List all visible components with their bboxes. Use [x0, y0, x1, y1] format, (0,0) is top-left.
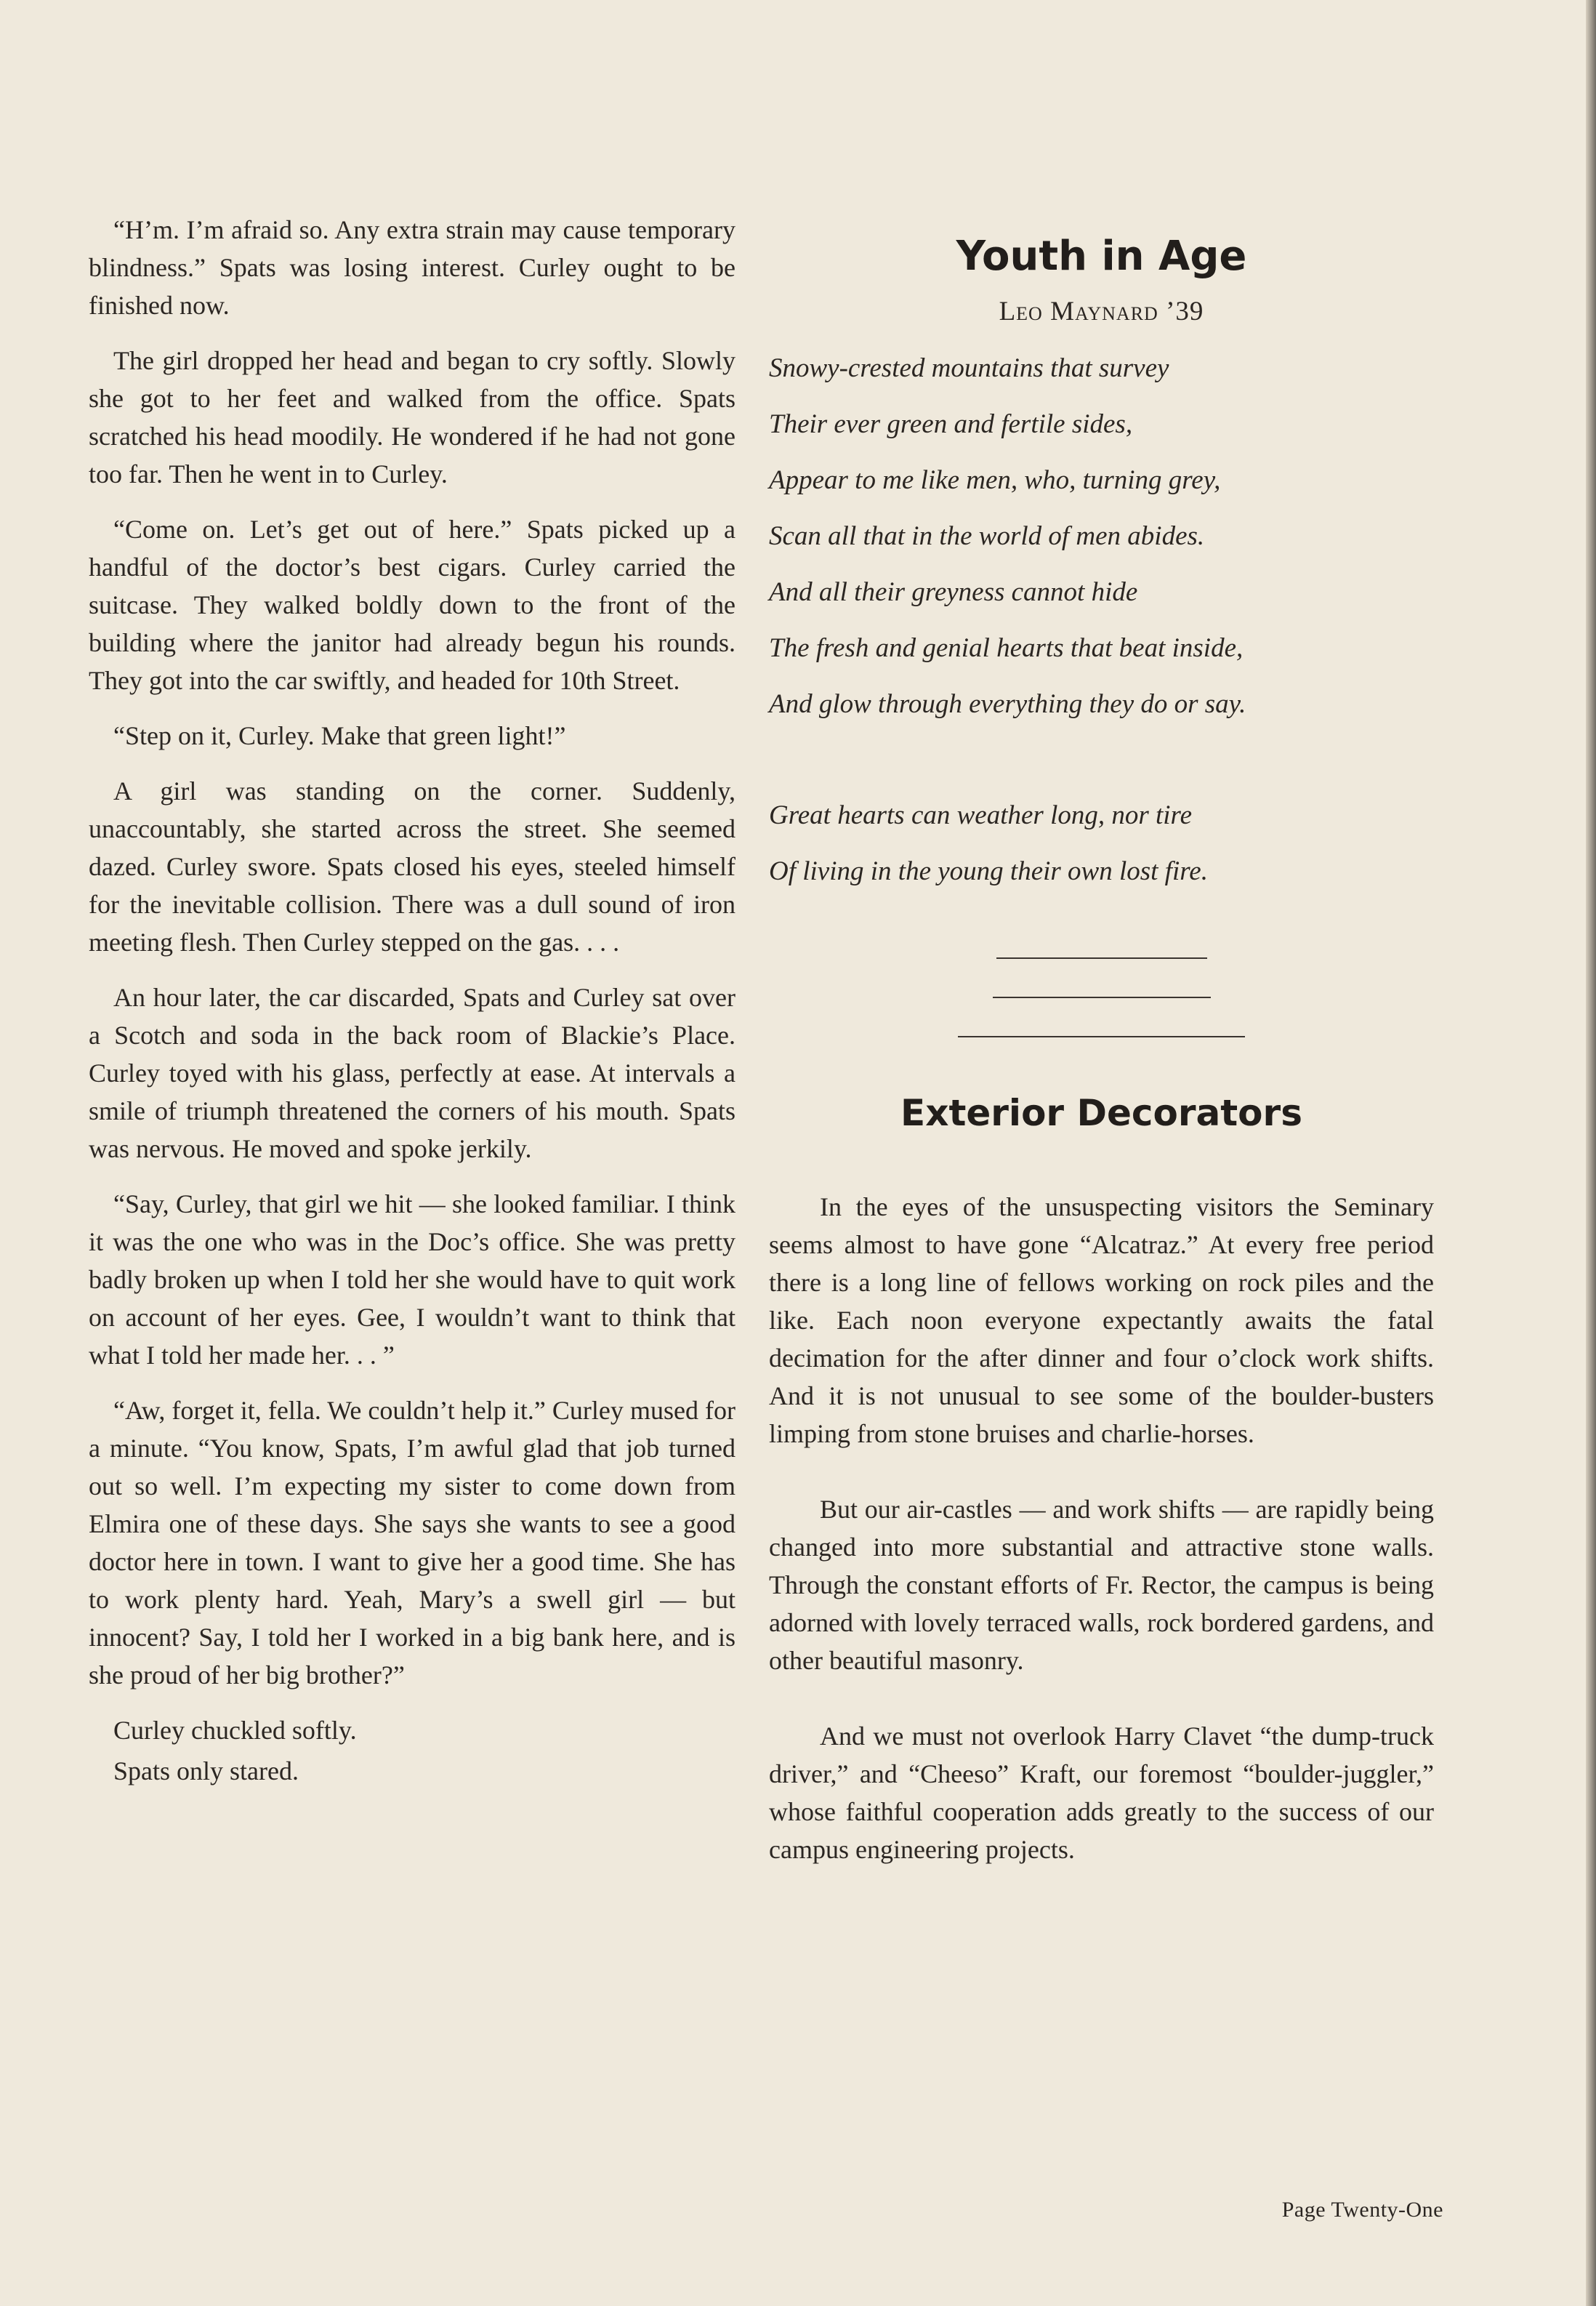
story-paragraph: Spats only stared. [113, 1756, 299, 1785]
right-column [769, 211, 1434, 1906]
story-column [89, 211, 735, 1793]
article-paragraph: In the eyes of the unsuspecting visitors the Seminary seems almost to have gone “Alcatraz.” At every free period there is a long line of fellows working on rock piles and the like. Each noon everyone expectantly awaits the fatal decimation for the after dinner and four o’clock work shifts. And it is not unusual to see some of the boulder-busters limping from stone bruises and charlie-horses. [769, 1192, 1434, 1448]
poem-title: Youth in Age [956, 233, 1247, 280]
story-paragraph: “H’m. I’m afraid so. Any extra strain may cause temporary blindness.” Spats was losing interest. Curley ought to be finished now. [89, 215, 735, 320]
page-number: Page Twenty-One [1281, 2198, 1443, 2222]
poem-line: Snowy-crested mountains that survey [769, 353, 1169, 383]
article-title: Exterior Decorators [900, 1092, 1302, 1134]
divider-rule [996, 957, 1207, 959]
poem-byline: Leo Maynard ’39 [999, 297, 1204, 326]
poem-line: And all their greyness cannot hide [769, 577, 1138, 607]
poem-line: And glow through everything they do or say. [769, 689, 1246, 719]
article-body [769, 1188, 1434, 1868]
story-paragraph: “Come on. Let’s get out of here.” Spats picked up a handful of the doctor’s best cigars. Curley carried the suitcase. They walked boldly down to the front of the building where the janitor had already begun his rounds. They got into the car swiftly, and headed for 10th Street. [89, 515, 735, 695]
divider-rule [958, 1036, 1245, 1037]
poem-line: Scan all that in the world of men abides. [769, 521, 1205, 551]
poem-line: Great hearts can weather long, nor tire [769, 800, 1193, 830]
story-paragraph: An hour later, the car discarded, Spats and Curley sat over a Scotch and soda in the back room of Blackie’s Place. Curley toyed with his glass, perfectly at ease. At intervals a smile of triumph threatened the corners of his mouth. Spats was nervous. He moved and spoke jerkily. [89, 983, 735, 1163]
poem-body [769, 340, 1434, 899]
story-paragraph: A girl was standing on the corner. Suddenly, unaccountably, she started across the street. She seemed dazed. Curley swore. Spats closed his eyes, steeled himself for the inevitable collision. There was a dull sound of iron meeting flesh. Then Curley stepped on the gas. . . . [89, 776, 735, 957]
story-paragraph: The girl dropped her head and began to cry softly. Slowly she got to her feet and walked from the office. Spats scratched his head moodily. He wondered if he had not gone too far. Then he went in to Curley. [89, 346, 735, 489]
story-paragraph: Curley chuckled softly. [113, 1716, 357, 1745]
poem-line: Appear to me like men, who, turning grey, [769, 465, 1221, 495]
story-paragraph: “Say, Curley, that girl we hit — she looked familiar. I think it was the one who was in the Doc’s office. She was pretty badly broken up when I told her she would have to quit work on account of her eyes. Gee, I wouldn’t want to think that what I told her made her. . . ” [89, 1189, 735, 1370]
page-edge-shadow [1586, 0, 1596, 2306]
poem-line: Of living in the young their own lost fire. [769, 856, 1208, 886]
divider-rule [993, 997, 1211, 998]
stanza-break [769, 732, 1434, 787]
story-paragraph: “Step on it, Curley. Make that green light!” [113, 721, 566, 750]
article-paragraph: And we must not overlook Harry Clavet “the dump-truck driver,” and “Cheeso” Kraft, our foremost “boulder-juggler,” whose faithful cooperation adds greatly to the success of our campus engineering projects. [769, 1722, 1434, 1864]
article-paragraph: But our air-castles — and work shifts — are rapidly being changed into more substantial and attractive stone walls. Through the constant efforts of Fr. Rector, the campus is being adorned with lovely terraced walls, rock bordered gardens, and other beautiful masonry. [769, 1495, 1434, 1675]
poem-line: The fresh and genial hearts that beat inside, [769, 633, 1244, 663]
story-paragraph: “Aw, forget it, fella. We couldn’t help it.” Curley mused for a minute. “You know, Spats, I’m awful glad that job turned out so well. I’m expecting my sister to come down from Elmira one of these days. She says she wants to see a good doctor here in town. I want to give her a good time. She has to work plenty hard. Yeah, Mary’s a swell girl — but innocent? Say, I told her I worked in a big bank here, and is she proud of her big brother?” [89, 1396, 735, 1690]
poem-line: Their ever green and fertile sides, [769, 409, 1133, 439]
